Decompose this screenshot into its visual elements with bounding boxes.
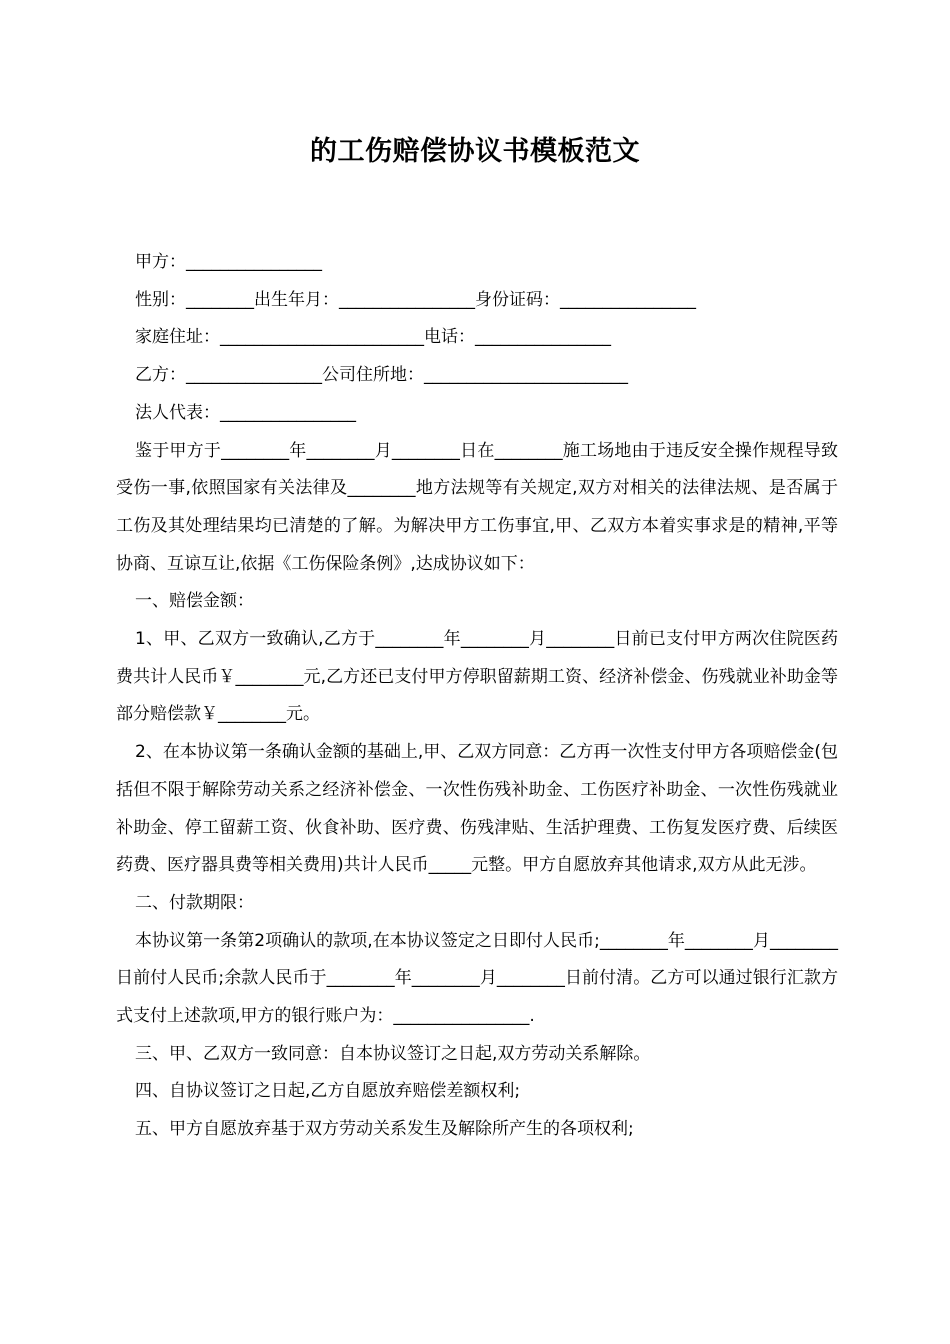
- section-heading-compensation: 一、赔偿金额：: [135, 591, 254, 612]
- section-3-paragraph: 三、甲、乙双方一致同意：自本协议签订之日起,双方劳动关系解除。: [135, 1043, 651, 1064]
- gender-birth-id-line: 性别：________出生年月：________________身份证码：________________: [135, 289, 696, 310]
- clause-1-paragraph: 1、甲、乙双方一致确认,乙方于________年________月________日前已支付甲方两次住院医药费共计人民币￥________元,乙方还已支付甲方停职留薪期工资、经济补偿金、伤残就业补助金等部分赔偿款￥________元。: [116, 629, 838, 725]
- party-b-line: 乙方：________________公司住所地：________________________: [135, 365, 628, 386]
- preamble-paragraph: 鉴于甲方于________年________月________日在________施工场地由于违反安全操作规程导致受伤一事,依照国家有关法律及________地方法规等有关规定,双方对相关的法律法规、是否属于工伤及其处理结果均已清楚的了解。为解决甲方工伤事宜,甲、乙双方本着实事求是的精神,平等协商、互谅互让,依据《工伤保险条例》,达成协议如下：: [116, 440, 838, 574]
- section-5-paragraph: 五、甲方自愿放弃基于双方劳动关系发生及解除所产生的各项权利;: [135, 1119, 634, 1140]
- payment-term-paragraph: 本协议第一条第2项确认的款项,在本协议签定之日即付人民币;________年________月________日前付人民币;余款人民币于________年________月________日前付清。乙方可以通过银行汇款方式支付上述款项,甲方的银行账户为：________________.: [116, 930, 838, 1027]
- document-title: 的工伤赔偿协议书模板范文: [310, 136, 640, 167]
- legal-rep-line: 法人代表：________________: [135, 402, 356, 423]
- section-heading-payment-term: 二、付款期限：: [135, 892, 254, 913]
- address-phone-line: 家庭住址：________________________电话：________________: [135, 327, 611, 348]
- party-a-line: 甲方：________________: [135, 252, 322, 272]
- document-body: [116, 244, 838, 1149]
- clause-2-paragraph: 2、在本协议第一条确认金额的基础上,甲、乙双方同意：乙方再一次性支付甲方各项赔偿金(包括但不限于解除劳动关系之经济补偿金、一次性伤残补助金、工伤医疗补助金、一次性伤残就业补助金、停工留薪工资、伙食补助、医疗费、伤残津贴、生活护理费、工伤复发医疗费、后续医药费、医疗器具费等相关费用)共计人民币_____元整。甲方自愿放弃其他请求,双方从此无涉。: [116, 742, 838, 876]
- section-4-paragraph: 四、自协议签订之日起,乙方自愿放弃赔偿差额权利;: [135, 1081, 521, 1102]
